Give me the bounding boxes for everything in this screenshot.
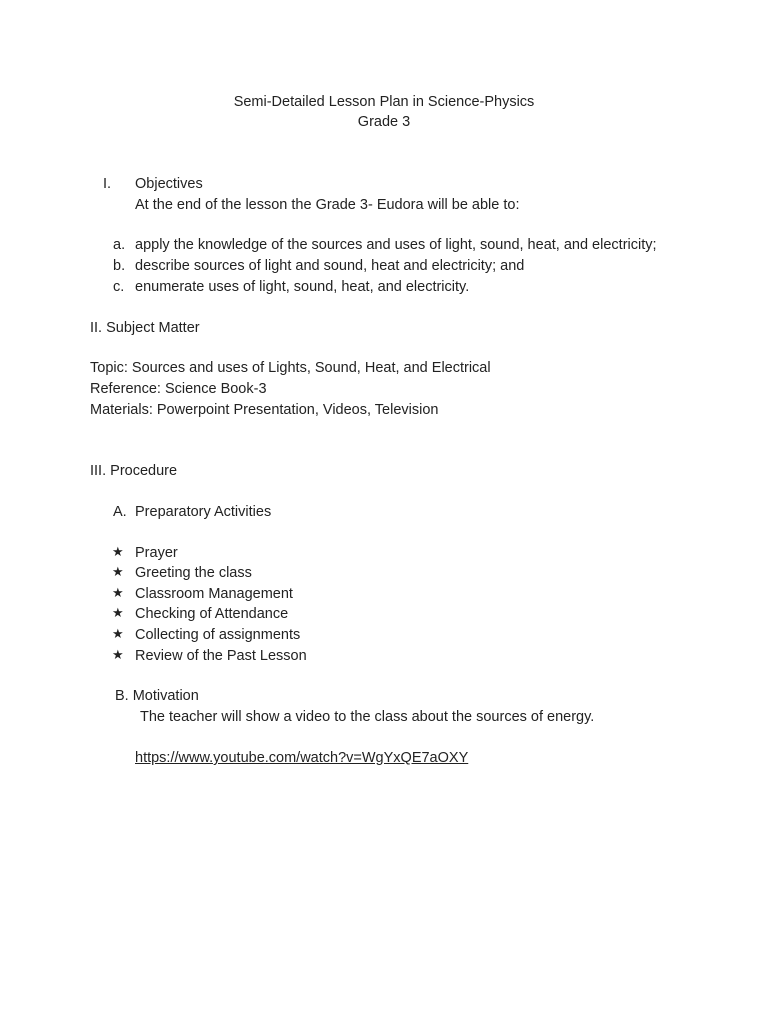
objectives-heading: Objectives	[135, 176, 203, 192]
objectives-intro: At the end of the lesson the Grade 3- Eudora will be able to:	[135, 197, 520, 213]
subject-topic: Topic: Sources and uses of Lights, Sound, Heat, and Electrical	[90, 360, 491, 376]
motivation-heading: B. Motivation	[115, 688, 199, 704]
objective-marker-b: b.	[113, 258, 126, 274]
document-title: Semi-Detailed Lesson Plan in Science-Physics	[233, 94, 535, 110]
subject-matter-heading: II. Subject Matter	[90, 320, 200, 336]
preparatory-item: Review of the Past Lesson	[135, 648, 307, 664]
objective-marker-c: c.	[113, 279, 125, 295]
preparatory-heading: Preparatory Activities	[135, 504, 272, 520]
document-grade: Grade 3	[357, 114, 411, 130]
objective-marker-a: a.	[113, 237, 126, 253]
objective-item-b: describe sources of light and sound, heat and electricity; and	[135, 258, 525, 274]
preparatory-marker: A.	[113, 504, 127, 520]
video-link[interactable]: https://www.youtube.com/watch?v=WgYxQE7aOXY	[135, 750, 469, 766]
star-bullet-icon: ★	[112, 606, 124, 621]
objective-item-c: enumerate uses of light, sound, heat, and electricity.	[135, 279, 470, 295]
star-bullet-icon: ★	[112, 648, 124, 663]
motivation-text: The teacher will show a video to the class about the sources of energy.	[140, 709, 595, 725]
preparatory-item: Checking of Attendance	[135, 606, 289, 622]
star-bullet-icon: ★	[112, 627, 124, 642]
subject-materials: Materials: Powerpoint Presentation, Videos, Television	[90, 402, 439, 418]
objective-item-a: apply the knowledge of the sources and uses of light, sound, heat, and electricity;	[135, 237, 657, 253]
preparatory-item: Prayer	[135, 545, 178, 561]
preparatory-item: Greeting the class	[135, 565, 252, 581]
star-bullet-icon: ★	[112, 565, 124, 580]
preparatory-item: Collecting of assignments	[135, 627, 301, 643]
star-bullet-icon: ★	[112, 586, 124, 601]
section-numeral-objectives: I.	[103, 176, 112, 192]
procedure-heading: III. Procedure	[90, 463, 178, 479]
preparatory-item: Classroom Management	[135, 586, 293, 602]
subject-reference: Reference: Science Book-3	[90, 381, 267, 397]
star-bullet-icon: ★	[112, 545, 124, 560]
